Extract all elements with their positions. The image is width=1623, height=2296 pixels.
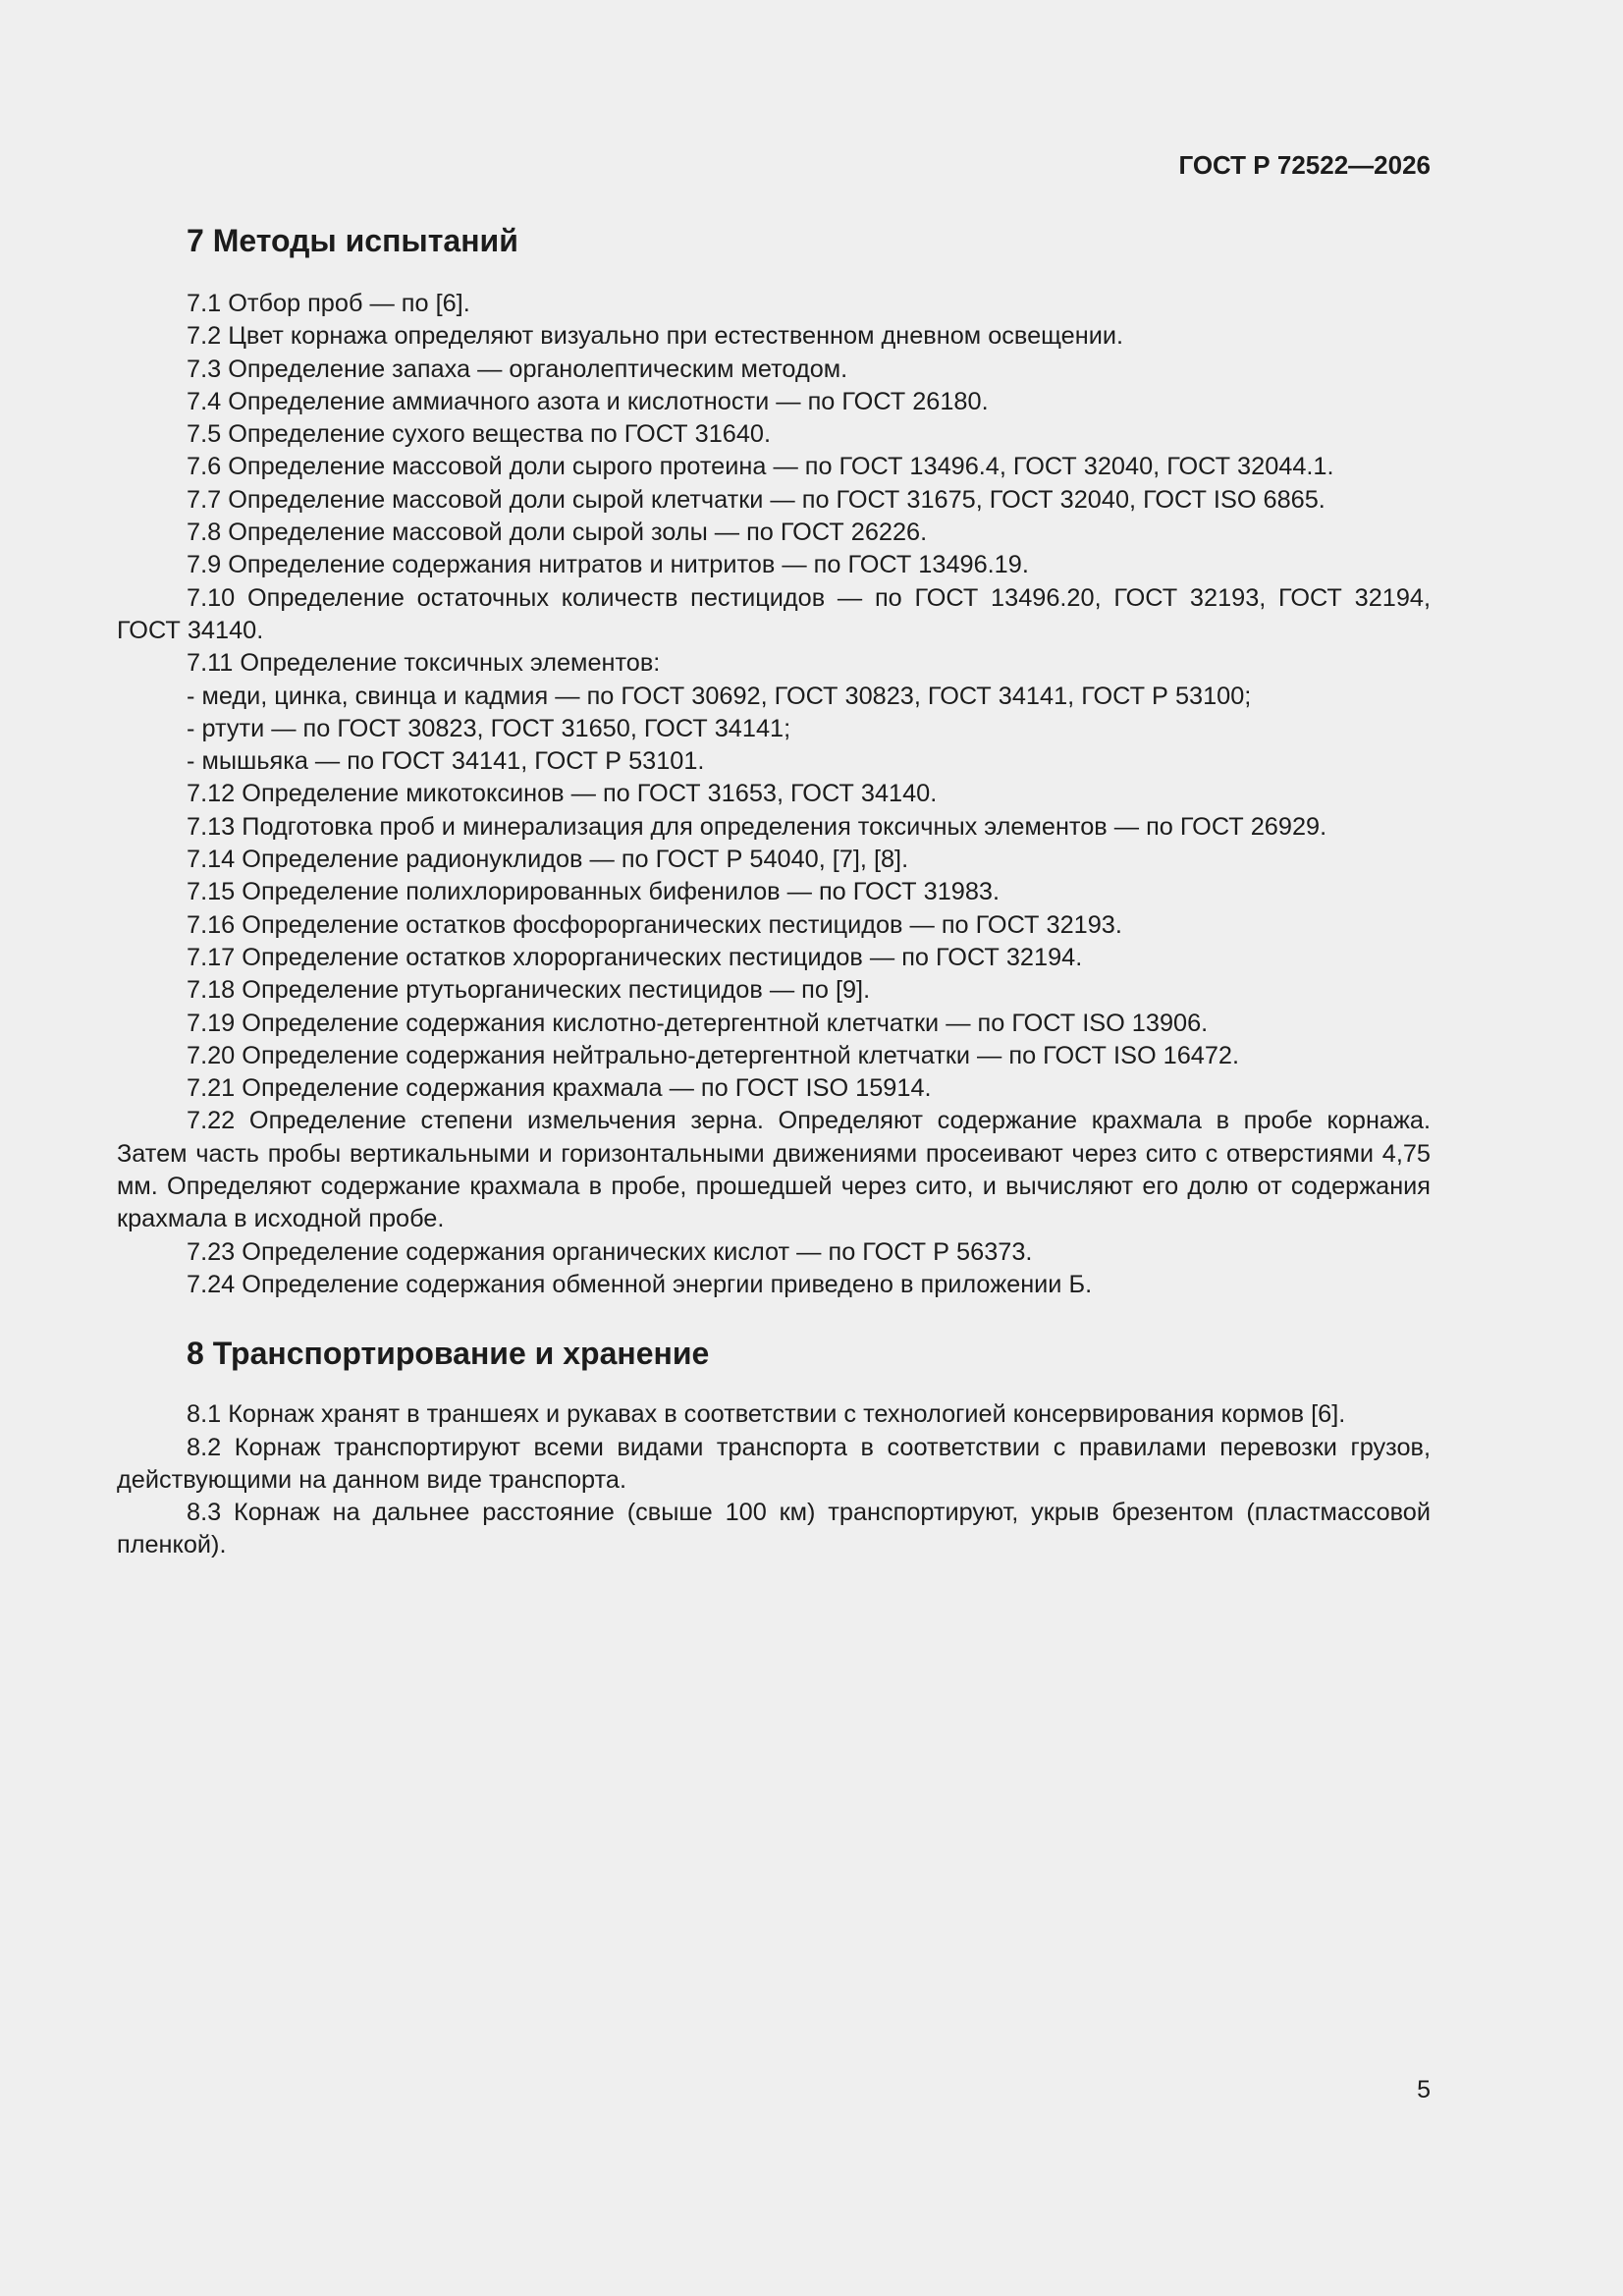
clause-7-17: 7.17 Определение остатков хлорорганических пестицидов — по ГОСТ 32194. [187, 943, 1083, 971]
clause-7-15: 7.15 Определение полихлорированных бифенилов — по ГОСТ 31983. [187, 878, 1001, 906]
clause-7-8: 7.8 Определение массовой доли сырой золы — по ГОСТ 26226. [187, 519, 928, 547]
clause-7-5: 7.5 Определение сухого вещества по ГОСТ 31640. [187, 420, 772, 449]
clause-7-14: 7.14 Определение радионуклидов — по ГОСТ Р 54040, [7], [8]. [187, 846, 909, 874]
clause-7-12: 7.12 Определение микотоксинов — по ГОСТ 31653, ГОСТ 34140. [187, 780, 938, 808]
clause-8-1: 8.1 Корнаж хранят в траншеях и рукавах в соответствии с технологией консервирования кормов [6]. [187, 1400, 1346, 1429]
clause-7-11: 7.11 Определение токсичных элементов: [187, 649, 661, 678]
section-7-heading: 7 Методы испытаний [187, 223, 518, 258]
clause-7-11-item-copper: - меди, цинка, свинца и кадмия — по ГОСТ 30692, ГОСТ 30823, ГОСТ 34141, ГОСТ Р 53100; [187, 682, 1252, 710]
clause-7-24: 7.24 Определение содержания обменной энергии приведено в приложении Б. [187, 1270, 1093, 1298]
clause-7-16: 7.16 Определение остатков фосфорорганических пестицидов — по ГОСТ 32193. [187, 910, 1122, 939]
clause-8-2: 8.2 Корнаж транспортируют всеми видами транспорта в соответствии с правилами перевозки грузов, действующими на данном виде транспорта. [117, 1433, 1431, 1494]
clause-7-10: 7.10 Определение остаточных количеств пестицидов — по ГОСТ 13496.20, ГОСТ 32193, ГОСТ 32194, ГОСТ 34140. [117, 583, 1431, 644]
clause-7-7: 7.7 Определение массовой доли сырой клетчатки — по ГОСТ 31675, ГОСТ 32040, ГОСТ ISO 6865. [187, 485, 1325, 514]
clause-7-11-item-mercury: - ртути — по ГОСТ 30823, ГОСТ 31650, ГОСТ 34141; [187, 714, 791, 742]
clause-7-2: 7.2 Цвет корнажа определяют визуально при естественном дневном освещении. [187, 322, 1124, 351]
section-7-list [117, 288, 1431, 1301]
section-8-heading: 8 Транспортирование и хранение [187, 1336, 710, 1372]
page-content [117, 219, 1431, 1562]
clause-7-23: 7.23 Определение содержания органических кислот — по ГОСТ Р 56373. [187, 1237, 1033, 1266]
clause-8-3: 8.3 Корнаж на дальнее расстояние (свыше 100 км) транспортируют, укрыв брезентом (пластмассовой пленкой). [117, 1499, 1431, 1559]
clause-7-1: 7.1 Отбор проб — по [6]. [187, 290, 470, 317]
clause-7-18: 7.18 Определение ртутьорганических пестицидов — по [9]. [187, 976, 871, 1005]
clause-7-19: 7.19 Определение содержания кислотно-детергентной клетчатки — по ГОСТ ISO 13906. [187, 1009, 1209, 1037]
clause-7-13: 7.13 Подготовка проб и минерализация для определения токсичных элементов — по ГОСТ 26929. [187, 812, 1327, 841]
clause-7-3: 7.3 Определение запаха — органолептическим методом. [187, 355, 848, 383]
clause-7-20: 7.20 Определение содержания нейтрально-детергентной клетчатки — по ГОСТ ISO 16472. [187, 1041, 1240, 1069]
clause-7-4: 7.4 Определение аммиачного азота и кислотности — по ГОСТ 26180. [187, 387, 989, 415]
page-number: 5 [1417, 2076, 1431, 2104]
section-8-list [117, 1398, 1431, 1561]
clause-7-22: 7.22 Определение степени измельчения зерна. Определяют содержание крахмала в пробе корнажа. Затем часть пробы вертикальными и горизонтальными движениями просеивают через сито с отверстиями 4,75 мм. Определяют содержание крахмала в пробе, прошедшей через сито, и вычисляют его долю от содержания крахмала в исходной пробе. [117, 1107, 1431, 1233]
clause-7-11-item-arsenic: - мышьяка — по ГОСТ 34141, ГОСТ Р 53101. [187, 747, 705, 776]
document-code: ГОСТ Р 72522—2026 [1178, 150, 1431, 180]
clause-7-6: 7.6 Определение массовой доли сырого протеина — по ГОСТ 13496.4, ГОСТ 32040, ГОСТ 32044.1. [187, 453, 1334, 481]
clause-7-9: 7.9 Определение содержания нитратов и нитритов — по ГОСТ 13496.19. [187, 551, 1029, 579]
clause-7-21: 7.21 Определение содержания крахмала — по ГОСТ ISO 15914. [187, 1074, 932, 1103]
